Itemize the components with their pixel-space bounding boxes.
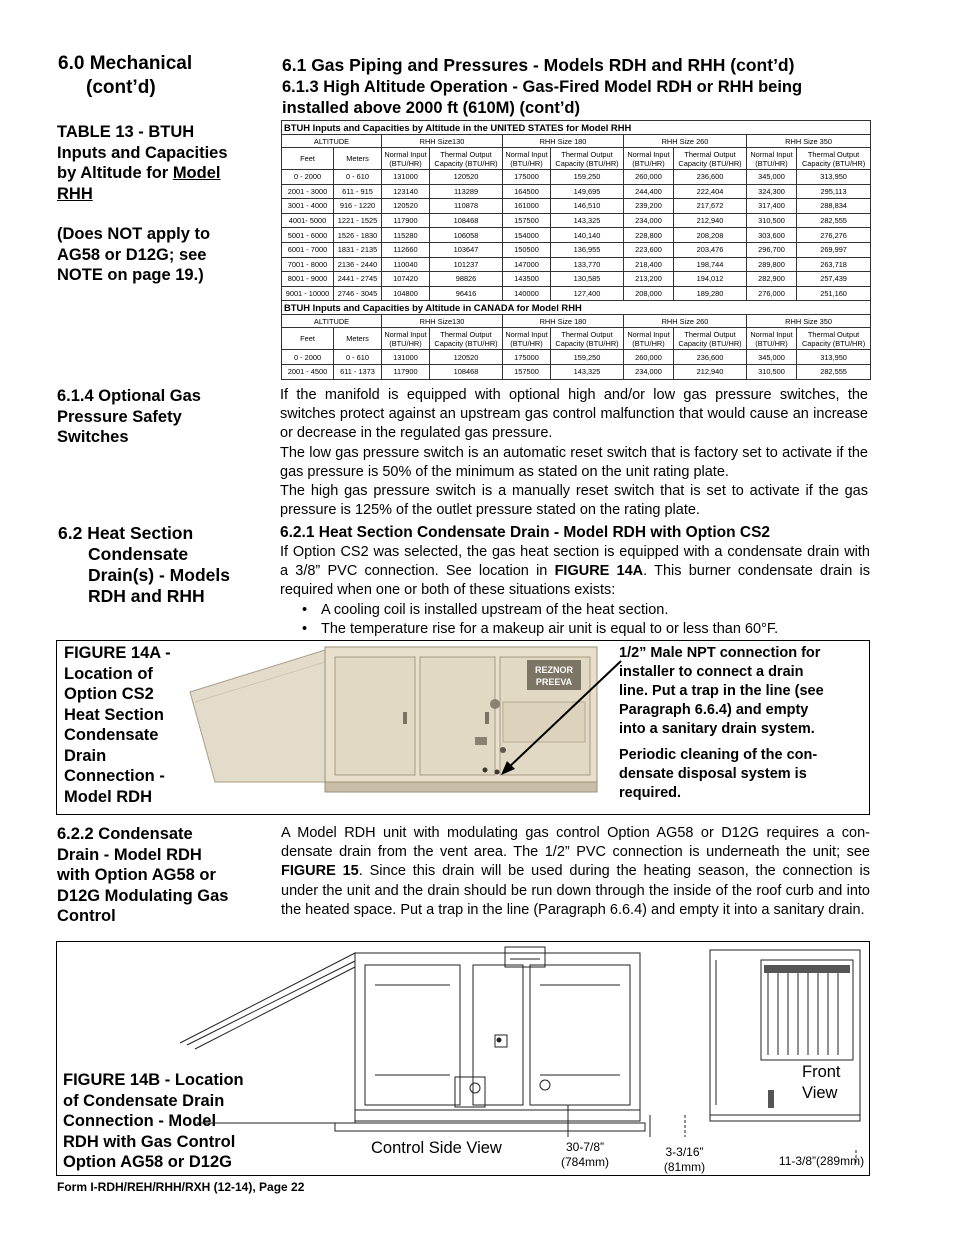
table-cell: 133,770 [551,257,624,272]
table-cell: 251,160 [797,286,871,301]
col-header-normal-input: Normal Input (BTU/HR) [382,148,430,170]
col-header-size: RHH Size 260 [624,135,747,148]
label-line: Connection - [64,767,165,785]
table-cell: 143,325 [551,364,624,379]
table-row [282,350,871,365]
table-cell: 120520 [430,170,503,185]
col-header-thermal-output: Thermal Output Capacity (BTU/HR) [551,148,624,170]
heading-622-l2: Drain - Model RDH [57,845,202,864]
table13-label-l3 [57,163,272,184]
callout-line: line. Put a trap in the line (see [619,683,824,699]
col-header-thermal-output: Thermal Output Capacity (BTU/HR) [551,328,624,350]
table-cell: 143500 [503,272,551,287]
table-cell: 0 - 610 [334,350,382,365]
table-cell: 212,940 [674,213,747,228]
table-cell: 8001 - 9000 [282,272,334,287]
front-view-label [802,1062,841,1104]
table-cell: 260,000 [624,170,674,185]
table-cell: 127,400 [551,286,624,301]
table-cell: 189,280 [674,286,747,301]
heading-62 [58,523,273,607]
table13-note-l3: NOTE on page 19.) [57,266,204,284]
table-cell: 108468 [430,364,503,379]
table-cell: 107420 [382,272,430,287]
table-cell: 6001 - 7000 [282,242,334,257]
table-cell: 198,744 [674,257,747,272]
table-cell: 96416 [430,286,503,301]
table-cell: 289,800 [747,257,797,272]
table-cell: 295,113 [797,184,871,199]
list-item-text: The temperature rise for a makeup air unit is equal to or less than 60°F. [321,620,779,637]
table-cell: 140,140 [551,228,624,243]
table-cell: 143,325 [551,213,624,228]
table-cell: 194,012 [674,272,747,287]
table13-label-l1: TABLE 13 - BTUH [57,123,195,141]
col-header-size: RHH Size130 [382,135,503,148]
table-cell: 228,800 [624,228,674,243]
table-cell: 120520 [430,350,503,365]
table-row [282,213,871,228]
heading-613 [282,77,882,119]
heading-62-l1: 6.2 Heat Section [58,523,194,543]
table-cell: 157500 [503,213,551,228]
table-cell: 269,997 [797,242,871,257]
col-header-altitude: ALTITUDE [282,315,382,328]
col-header-thermal-output: Thermal Output Capacity (BTU/HR) [430,148,503,170]
table-cell: 98826 [430,272,503,287]
table-caption: BTUH Inputs and Capacities by Altitude in CANADA for Model RHH [282,301,871,315]
section-title-line2: (cont’d) [86,77,156,98]
col-header-normal-input: Normal Input (BTU/HR) [747,328,797,350]
heading-622-l5: Control [57,907,116,925]
dimension-30-7-8 [555,1140,615,1170]
heading-62-l2: Condensate [88,544,189,564]
callout-line: into a sanitary drain system. [619,721,815,737]
label-line: Drain [64,746,107,765]
table-cell: 4001- 5000 [282,213,334,228]
right-heading [282,55,882,119]
label-line: Option CS2 [64,685,154,703]
table-cell: 0 - 2000 [282,350,334,365]
dimension-metric: (81mm) [663,1160,706,1174]
paragraph: The low gas pressure switch is an automatic reset switch that is factory set to activate if the gas pressure is 50% of the minimum as stated on the unit rating plate. [280,444,868,480]
table13-label [57,122,272,286]
table-row [282,257,871,272]
table-cell: 2441 - 2745 [334,272,382,287]
front-view-label-l2: View [802,1084,838,1102]
heading-614-l2: Pressure Safety [57,407,182,426]
col-header-size: RHH Size 350 [747,135,871,148]
table-cell: 276,276 [797,228,871,243]
dimension-11-3-8: 11-3/8”(289mm) [778,1154,865,1168]
table-cell: 2746 - 3045 [334,286,382,301]
body-621-paragraph [280,543,870,601]
callout-line: installer to connect a drain [619,664,804,680]
col-header-feet: Feet [282,148,334,170]
callout-arrow [495,655,630,780]
body-622 [281,824,870,920]
label-line: FIGURE 14B - Location [63,1071,244,1089]
heading-61: 6.1 Gas Piping and Pressures - Models RDH and RHH (cont’d) [282,55,795,75]
table-cell: 146,510 [551,199,624,214]
col-header-altitude: ALTITUDE [282,135,382,148]
heading-613-line1: 6.1.3 High Altitude Operation - Gas-Fired Model RDH or RHH being [282,78,803,96]
col-header-feet: Feet [282,328,334,350]
table-cell: 110878 [430,199,503,214]
figure-14a-callout [619,644,869,803]
list-item-text: A cooling coil is installed upstream of the heat section. [321,601,669,618]
table-row [282,228,871,243]
label-line: Condensate [64,726,159,744]
label-line: of Condensate Drain [63,1091,225,1110]
table-cell: 282,900 [747,272,797,287]
table-row [282,199,871,214]
heading-614-l3: Switches [57,428,129,446]
body-614 [280,386,868,520]
brand-reznor: REZNOR [535,665,573,675]
table-cell: 1221 - 1525 [334,213,382,228]
control-side-view-drawing [175,945,695,1140]
heading-613-line2: installed above 2000 ft (610M) (cont’d) [282,99,580,117]
callout-line: densate disposal system is [619,766,807,782]
dimension-3-3-16 [657,1145,712,1175]
table-cell: 2001 - 4500 [282,364,334,379]
table-cell: 310,500 [747,364,797,379]
table-cell: 282,555 [797,213,871,228]
table-cell: 1526 - 1830 [334,228,382,243]
dimension-value: 30-7/8” [565,1140,605,1154]
label-line: Model RDH [64,787,152,806]
label-line: Option AG58 or D12G [63,1153,232,1171]
table-cell: 120520 [382,199,430,214]
section-title-line1: 6.0 Mechanical [58,53,193,74]
table-cell: 130,585 [551,272,624,287]
bullet-list [280,601,870,639]
section-title [58,52,192,100]
heading-62-l3: Drain(s) - Models [88,565,230,585]
col-header-normal-input: Normal Input (BTU/HR) [624,148,674,170]
table-cell: 203,476 [674,242,747,257]
table-cell: 223,600 [624,242,674,257]
table-cell: 345,000 [747,350,797,365]
heading-621: 6.2.1 Heat Section Condensate Drain - Model RDH with Option CS2 [280,524,771,541]
label-line: Heat Section [64,705,164,724]
heading-622-l3: with Option AG58 or [57,866,216,884]
col-header-thermal-output: Thermal Output Capacity (BTU/HR) [674,148,747,170]
table-cell: 208,208 [674,228,747,243]
table-cell: 150500 [503,242,551,257]
table-cell: 140000 [503,286,551,301]
table-caption: BTUH Inputs and Capacities by Altitude in the UNITED STATES for Model RHH [282,121,871,135]
table-cell: 234,000 [624,364,674,379]
heading-622-l4: D12G Modulating Gas [57,886,229,905]
table-cell: 161000 [503,199,551,214]
table-cell: 916 - 1220 [334,199,382,214]
label-line: Location of [64,664,153,683]
table-cell: 218,400 [624,257,674,272]
table-row [282,242,871,257]
table-cell: 282,555 [797,364,871,379]
table-cell: 113289 [430,184,503,199]
label-line: FIGURE 14A - [64,644,171,662]
table-cell: 239,200 [624,199,674,214]
table-cell: 303,600 [747,228,797,243]
table-cell: 159,250 [551,170,624,185]
table-cell: 117900 [382,364,430,379]
table-row [282,364,871,379]
table13-label-rhh: RHH [57,184,93,203]
table-cell: 0 - 2000 [282,170,334,185]
dimension-metric: (784mm) [560,1155,609,1169]
heading-614-l1: 6.1.4 Optional Gas [57,387,201,405]
table-cell: 288,834 [797,199,871,214]
table-cell: 257,439 [797,272,871,287]
table-cell: 2001 - 3000 [282,184,334,199]
table13-label-l2: Inputs and Capacities [57,143,228,162]
label-line: RDH with Gas Control [63,1132,236,1151]
col-header-normal-input: Normal Input (BTU/HR) [503,328,551,350]
table-cell: 234,000 [624,213,674,228]
table-cell: 123140 [382,184,430,199]
heading-622 [57,824,272,927]
table-cell: 296,700 [747,242,797,257]
callout-line: required. [619,785,682,801]
table-cell: 2136 - 2440 [334,257,382,272]
table-cell: 263,718 [797,257,871,272]
table-cell: 159,250 [551,350,624,365]
table-cell: 112660 [382,242,430,257]
table-cell: 317,400 [747,199,797,214]
table-cell: 276,000 [747,286,797,301]
table-cell: 0 - 610 [334,170,382,185]
table-cell: 611 - 1373 [334,364,382,379]
heading-62-l4: RDH and RHH [88,586,205,606]
table-cell: 131000 [382,170,430,185]
table-cell: 110040 [382,257,430,272]
heading-614 [57,386,272,448]
table-cell: 310,500 [747,213,797,228]
list-item: • A cooling coil is installed upstream of the heat section. [302,601,669,618]
table-body-us [282,170,871,301]
col-header-meters: Meters [334,148,382,170]
table13-note-l1: (Does NOT apply to [57,225,211,243]
table-cell: 1831 - 2135 [334,242,382,257]
table-cell: 212,940 [674,364,747,379]
table-cell: 115280 [382,228,430,243]
table13-note-l2: AG58 or D12G; see [57,245,207,264]
text-run: . Since this drain will be used during the heating season, the connection is under the unit and the drain should be run down through the inside of the roof curb and into the heated space. Put a trap in the line (Paragraph 6.6.4) and empty it into a sanitary drain. [281,863,870,918]
col-header-size: RHH Size 180 [503,135,624,148]
text-run: . This burner condensate drain is required when one or both of these situations exists: [280,563,870,599]
table-cell: 131000 [382,350,430,365]
callout-line: Periodic cleaning of the con- [619,747,818,763]
table-cell: 611 - 915 [334,184,382,199]
table-cell: 345,000 [747,170,797,185]
front-view-label-l1: Front [802,1063,841,1081]
table-row [282,184,871,199]
table-cell: 244,400 [624,184,674,199]
table-cell: 7001 - 8000 [282,257,334,272]
table-cell: 313,950 [797,350,871,365]
table-cell: 164500 [503,184,551,199]
paragraph: If the manifold is equipped with optional high and/or low gas pressure switches, the switches protect against an upstream gas control malfunction that would cause an increase or decrease in the regulated gas pressure. [280,387,868,442]
figure-14a-label [64,643,194,807]
table-cell: 103647 [430,242,503,257]
table13-label-l3a: by Altitude for [57,164,173,182]
col-header-thermal-output: Thermal Output Capacity (BTU/HR) [430,328,503,350]
dimension-value: 3-3/16” [665,1145,704,1159]
table-cell: 260,000 [624,350,674,365]
table-cell: 106058 [430,228,503,243]
col-header-thermal-output: Thermal Output Capacity (BTU/HR) [797,328,871,350]
callout-line: 1/2” Male NPT connection for [619,645,821,661]
text-run: A Model RDH unit with modulating gas control Option AG58 or D12G requires a con-densate drain from the vent area. The 1/2” PVC connection is underneath the unit; see [281,825,870,861]
table-cell: 157500 [503,364,551,379]
table-cell: 108468 [430,213,503,228]
col-header-meters: Meters [334,328,382,350]
col-header-thermal-output: Thermal Output Capacity (BTU/HR) [797,148,871,170]
table-cell: 217,672 [674,199,747,214]
col-header-size: RHH Size 350 [747,315,871,328]
table-row [282,272,871,287]
heading-622-l1: 6.2.2 Condensate [57,825,193,843]
list-item: • The temperature rise for a makeup air unit is equal to or less than 60°F. [302,620,779,637]
table-cell: 101237 [430,257,503,272]
table-cell: 9001 - 10000 [282,286,334,301]
table-cell: 147000 [503,257,551,272]
figure-ref: FIGURE 14A [554,563,644,580]
body-621 [280,523,870,639]
brand-preeva: PREEVA [535,677,573,687]
table-cell: 175000 [503,170,551,185]
table-cell: 154000 [503,228,551,243]
col-header-normal-input: Normal Input (BTU/HR) [624,328,674,350]
page-footer: Form I-RDH/REH/RHH/RXH (12-14), Page 22 [57,1180,305,1194]
table-cell: 104800 [382,286,430,301]
text-run: If Option CS2 was selected, the gas heat section is equipped with a condensate drain with a 3/8” PVC connection. See location in [280,544,870,580]
table-cell: 236,600 [674,170,747,185]
table-cell: 313,950 [797,170,871,185]
col-header-normal-input: Normal Input (BTU/HR) [747,148,797,170]
table-cell: 175000 [503,350,551,365]
callout-line: Paragraph 6.6.4) and empty [619,702,809,718]
control-side-view-label: Control Side View [371,1139,502,1157]
table-row [282,286,871,301]
figure-ref: FIGURE 15 [281,863,359,880]
table-cell: 324,300 [747,184,797,199]
col-header-thermal-output: Thermal Output Capacity (BTU/HR) [674,328,747,350]
table-cell: 3001 - 4000 [282,199,334,214]
table-cell: 5001 - 6000 [282,228,334,243]
table-cell: 136,955 [551,242,624,257]
table-cell: 222,404 [674,184,747,199]
table-row [282,170,871,185]
table-cell: 213,200 [624,272,674,287]
col-header-size: RHH Size 260 [624,315,747,328]
table-cell: 117900 [382,213,430,228]
label-line: Connection - Model [63,1112,217,1130]
btuh-table-us [281,120,871,380]
col-header-size: RHH Size 180 [503,315,624,328]
col-header-normal-input: Normal Input (BTU/HR) [503,148,551,170]
table13-label-model: Model [172,164,221,182]
col-header-size: RHH Size130 [382,315,503,328]
paragraph: The high gas pressure switch is a manually reset switch that is set to activate if the gas pressure is 125% of the outlet pressure stated on the rating plate. [280,483,868,519]
table-cell: 236,600 [674,350,747,365]
table-cell: 208,000 [624,286,674,301]
btuh-table-us-wrap [281,120,870,380]
table-body-ca [282,350,871,379]
col-header-normal-input: Normal Input (BTU/HR) [382,328,430,350]
front-view-drawing [706,945,866,1170]
table-cell: 149,695 [551,184,624,199]
